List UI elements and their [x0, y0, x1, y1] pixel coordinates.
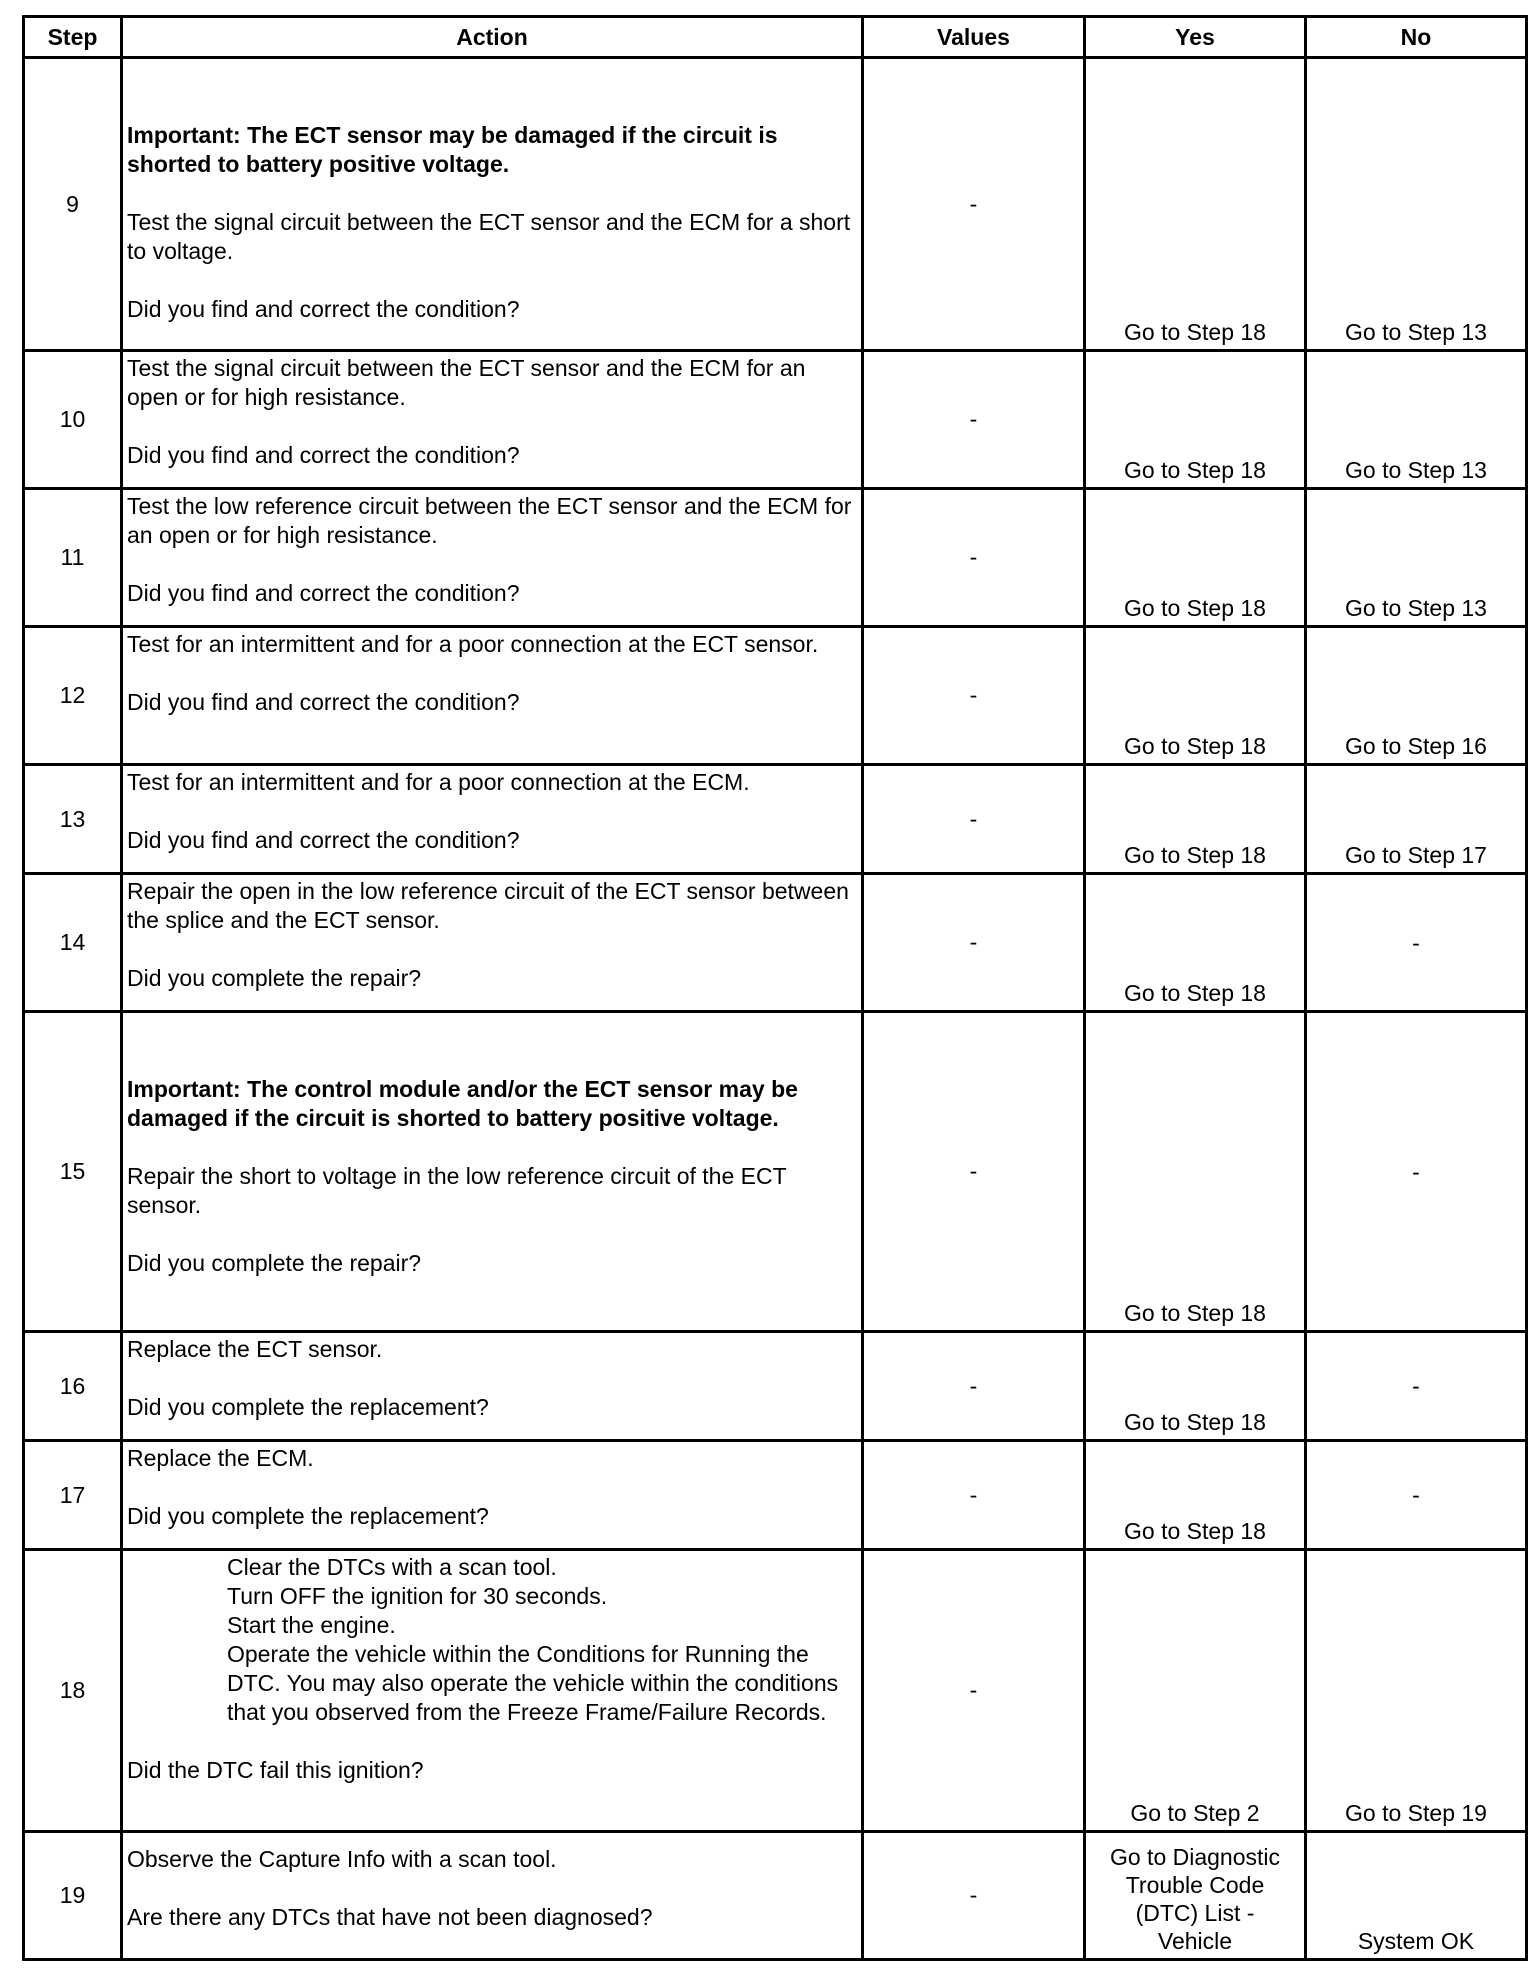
action-text: Replace the ECM. [127, 1445, 314, 1471]
action-text: Replace the ECT sensor. [127, 1336, 383, 1362]
step-number: 16 [24, 1332, 122, 1441]
action-cell [122, 58, 863, 351]
step-number: 10 [24, 351, 122, 489]
values-cell: - [863, 489, 1085, 627]
action-question: Did you complete the replacement? [127, 1394, 489, 1420]
action-question: Did you find and correct the condition? [127, 580, 520, 606]
step-number: 15 [24, 1012, 122, 1332]
values-cell: - [863, 1832, 1085, 1960]
action-cell [122, 1441, 863, 1550]
action-text: Test for an intermittent and for a poor connection at the ECM. [127, 769, 750, 795]
values-cell: - [863, 1550, 1085, 1832]
table-row [24, 1332, 1527, 1441]
action-question: Are there any DTCs that have not been diagnosed? [127, 1904, 653, 1930]
action-cell [122, 489, 863, 627]
action-question: Did you find and correct the condition? [127, 689, 520, 715]
no-cell: Go to Step 13 [1306, 489, 1527, 627]
no-cell: Go to Step 19 [1306, 1550, 1527, 1832]
table-row [24, 351, 1527, 489]
step-number: 11 [24, 489, 122, 627]
values-cell: - [863, 1012, 1085, 1332]
no-cell: - [1306, 874, 1527, 1012]
yes-cell: Go to Step 18 [1085, 58, 1306, 351]
step-number: 13 [24, 765, 122, 874]
procedure-line: Start the engine. [227, 1612, 396, 1638]
procedure-line: Turn OFF the ignition for 30 seconds. [227, 1583, 608, 1609]
action-question: Did you complete the replacement? [127, 1503, 489, 1529]
yes-cell: Go to Step 18 [1085, 765, 1306, 874]
yes-cell: Go to Step 18 [1085, 351, 1306, 489]
procedure-line: Clear the DTCs with a scan tool. [227, 1554, 557, 1580]
action-question: Did you complete the repair? [127, 1250, 422, 1276]
action-text: Test the low reference circuit between the ECT sensor and the ECM for an open or for high resistance. [127, 493, 852, 548]
table-row [24, 765, 1527, 874]
table-row [24, 1832, 1527, 1960]
yes-cell: Go to Step 18 [1085, 1332, 1306, 1441]
yes-cell: Go to Step 18 [1085, 1012, 1306, 1332]
action-text: Test the signal circuit between the ECT sensor and the ECM for an open or for high resistance. [127, 355, 806, 410]
values-cell: - [863, 1441, 1085, 1550]
yes-cell: Go to Step 2 [1085, 1550, 1306, 1832]
important-note: Important: The control module and/or the ECT sensor may be damaged if the circuit is shorted to battery positive voltage. [127, 1076, 798, 1131]
yes-cell: Go to Step 18 [1085, 627, 1306, 765]
values-cell: - [863, 874, 1085, 1012]
yes-cell: Go to Step 18 [1085, 874, 1306, 1012]
table-row [24, 58, 1527, 351]
no-cell: Go to Step 13 [1306, 58, 1527, 351]
action-text: Test the signal circuit between the ECT sensor and the ECM for a short to voltage. [127, 209, 851, 264]
yes-cell: Go to Diagnostic Trouble Code (DTC) List - Vehicle [1085, 1832, 1306, 1960]
step-number: 18 [24, 1550, 122, 1832]
values-cell: - [863, 627, 1085, 765]
procedure-line: Operate the vehicle within the Conditions for Running the DTC. You may also operate the vehicle within the conditions that you observed from the Freeze Frame/Failure Records. [227, 1641, 839, 1725]
header-values: Values [863, 17, 1085, 58]
step-number: 19 [24, 1832, 122, 1960]
action-text: Repair the short to voltage in the low reference circuit of the ECT sensor. [127, 1163, 787, 1218]
header-yes: Yes [1085, 17, 1306, 58]
table-row [24, 874, 1527, 1012]
step-number: 9 [24, 58, 122, 351]
header-action: Action [122, 17, 863, 58]
values-cell: - [863, 58, 1085, 351]
no-cell: - [1306, 1441, 1527, 1550]
action-question: Did you complete the repair? [127, 965, 422, 991]
action-text: Test for an intermittent and for a poor connection at the ECT sensor. [127, 631, 819, 657]
action-cell [122, 351, 863, 489]
step-number: 17 [24, 1441, 122, 1550]
values-cell: - [863, 765, 1085, 874]
important-note: Important: The ECT sensor may be damaged if the circuit is shorted to battery positive voltage. [127, 122, 778, 177]
values-cell: - [863, 1332, 1085, 1441]
action-cell [122, 765, 863, 874]
diagnostic-table [22, 15, 1528, 1961]
no-cell: - [1306, 1012, 1527, 1332]
yes-cell: Go to Step 18 [1085, 489, 1306, 627]
action-text: Observe the Capture Info with a scan tool. [127, 1846, 557, 1872]
yes-cell: Go to Step 18 [1085, 1441, 1306, 1550]
action-cell [122, 1832, 863, 1960]
header-row [24, 17, 1527, 58]
table-row [24, 1012, 1527, 1332]
table-row [24, 1550, 1527, 1832]
table-row [24, 489, 1527, 627]
values-cell: - [863, 351, 1085, 489]
no-cell: Go to Step 16 [1306, 627, 1527, 765]
action-text: Repair the open in the low reference circuit of the ECT sensor between the splice and the ECT sensor. [127, 878, 849, 933]
header-no: No [1306, 17, 1527, 58]
action-cell [122, 1012, 863, 1332]
action-cell [122, 874, 863, 1012]
action-cell [122, 1332, 863, 1441]
action-question: Did you find and correct the condition? [127, 442, 520, 468]
header-step: Step [24, 17, 122, 58]
table-row [24, 627, 1527, 765]
action-question: Did you find and correct the condition? [127, 296, 520, 322]
no-cell: - [1306, 1332, 1527, 1441]
table-row [24, 1441, 1527, 1550]
no-cell: System OK [1306, 1832, 1527, 1960]
action-question: Did the DTC fail this ignition? [127, 1757, 424, 1783]
no-cell: Go to Step 13 [1306, 351, 1527, 489]
no-cell: Go to Step 17 [1306, 765, 1527, 874]
action-cell [122, 627, 863, 765]
action-cell [122, 1550, 863, 1832]
step-number: 12 [24, 627, 122, 765]
step-number: 14 [24, 874, 122, 1012]
action-question: Did you find and correct the condition? [127, 827, 520, 853]
